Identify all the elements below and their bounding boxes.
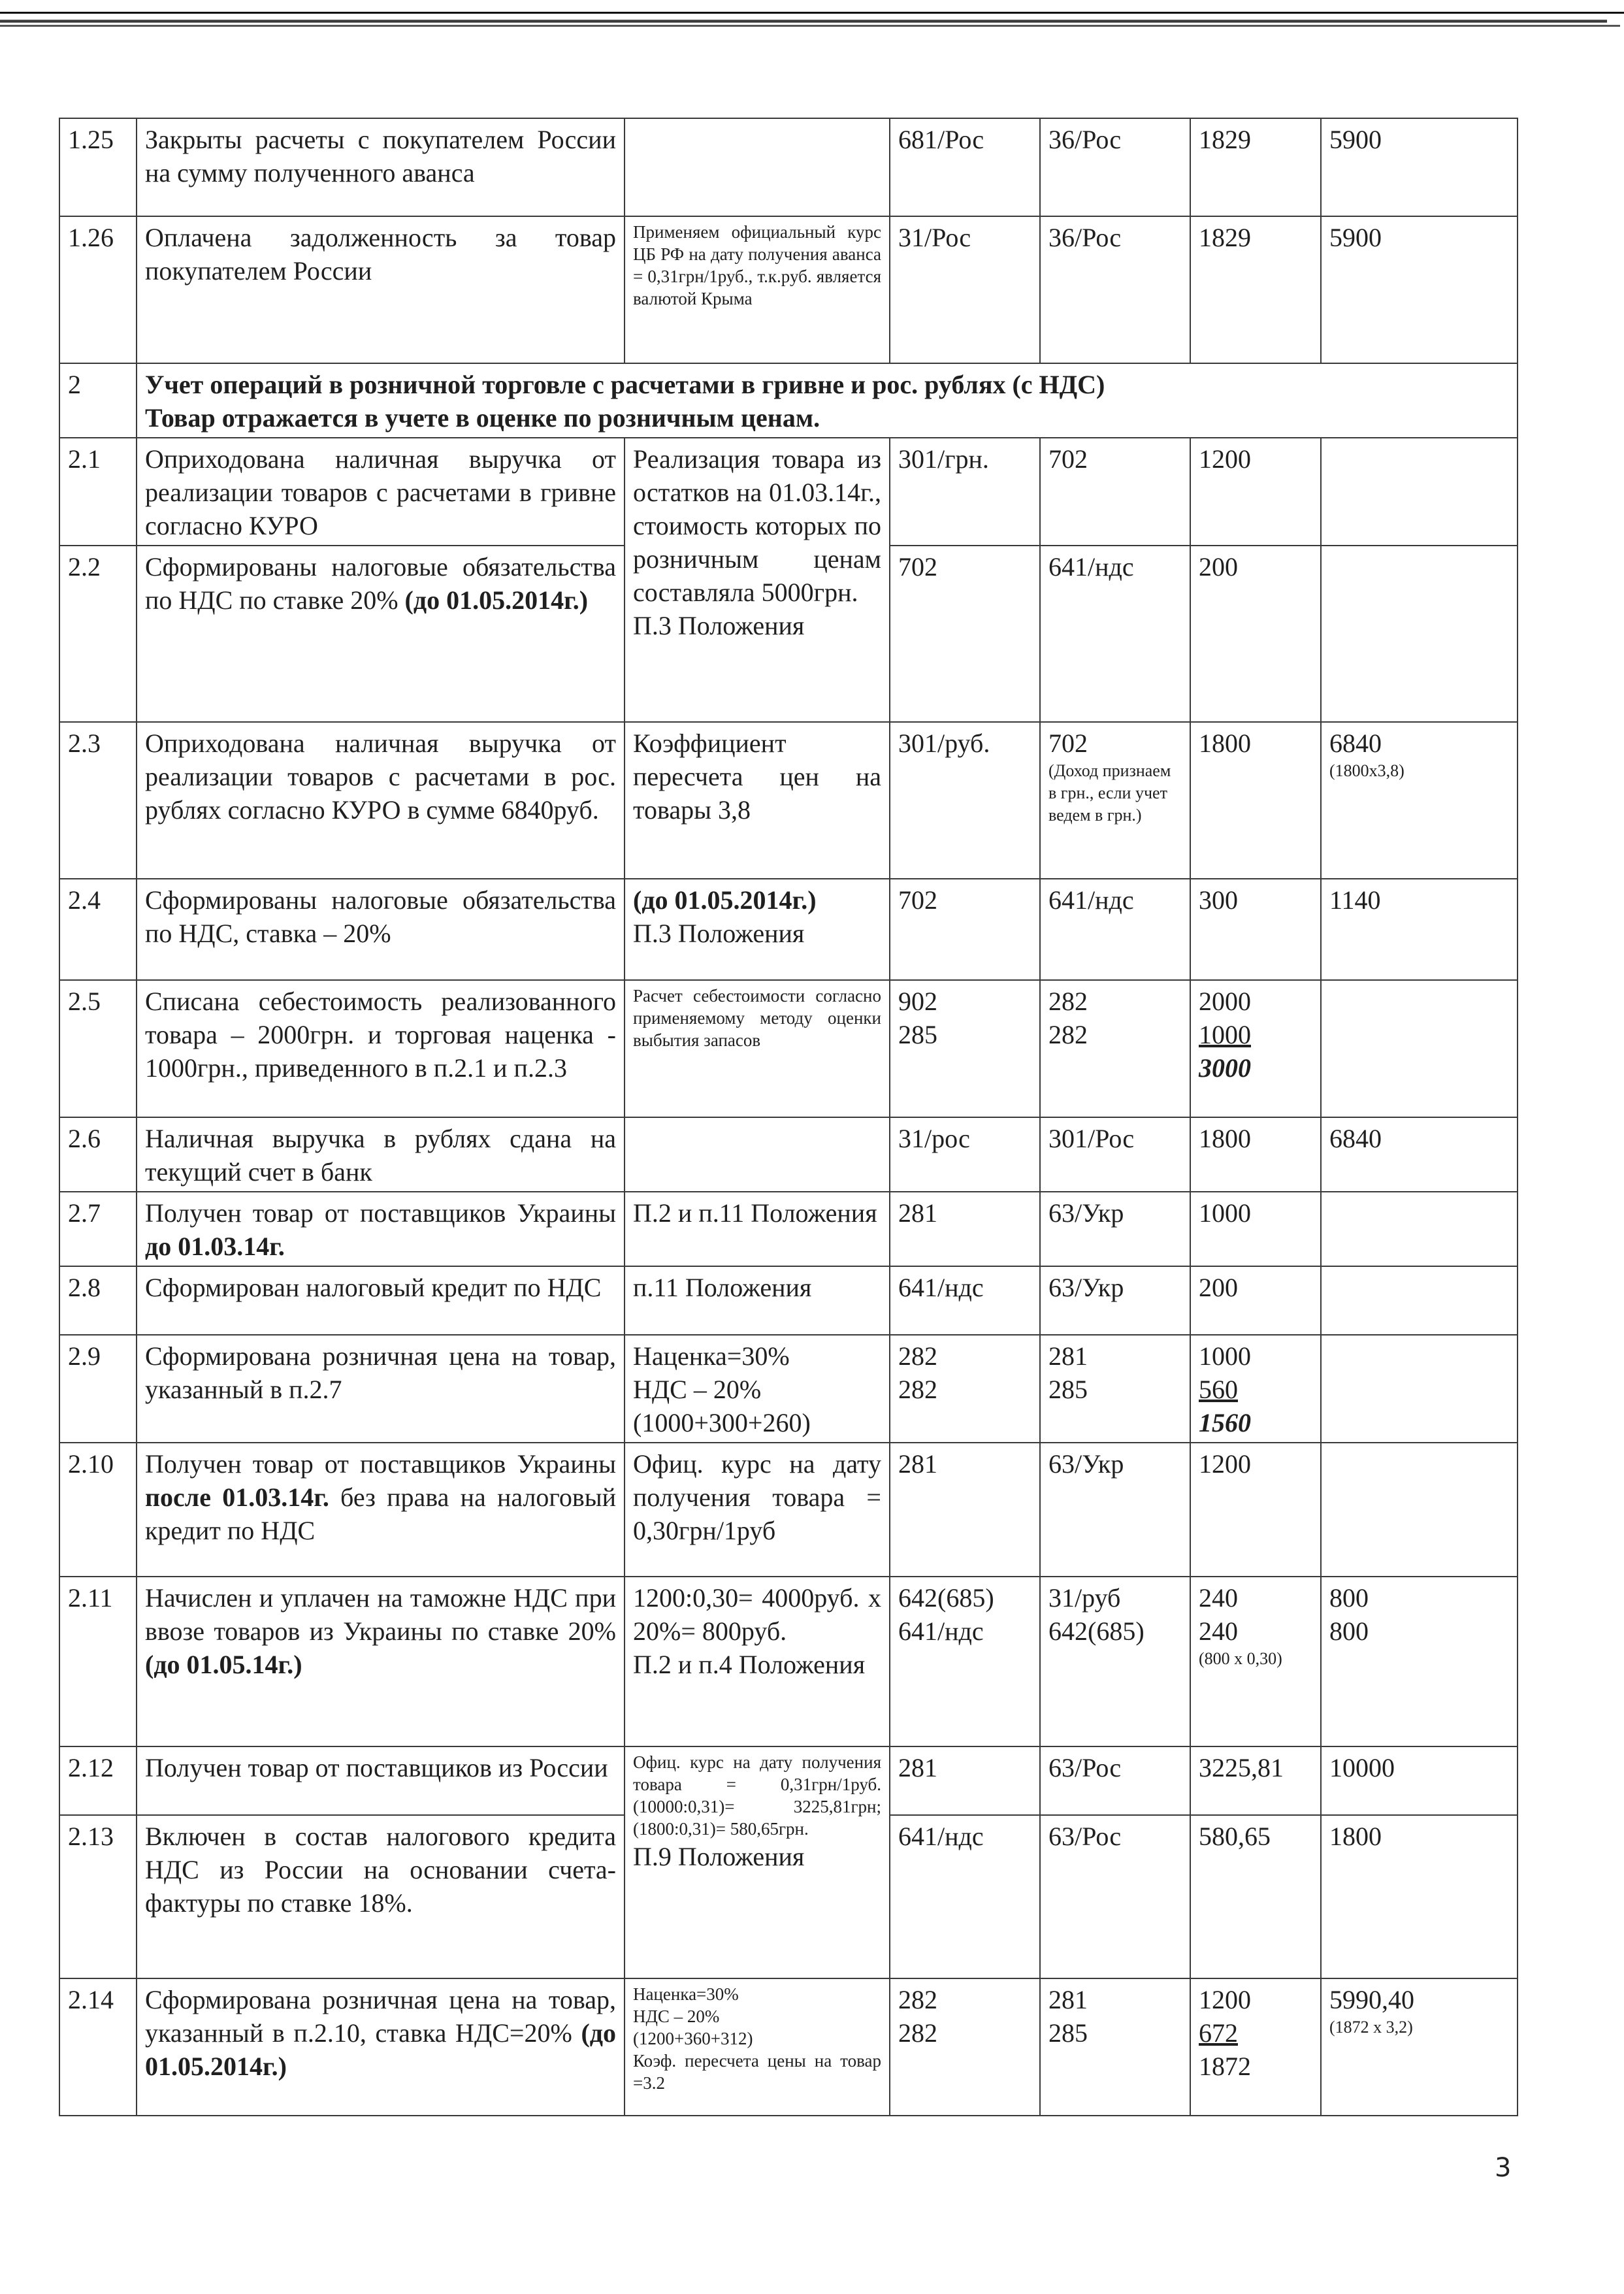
credit-account: 36/Рос xyxy=(1040,216,1190,363)
amount-total: 3000 xyxy=(1199,1053,1251,1083)
note-line: (1000+300+260) xyxy=(633,1408,811,1437)
scan-artifact-line xyxy=(0,12,1624,14)
debit-line: 282 xyxy=(898,1375,937,1404)
amount-grn: 1829 xyxy=(1190,118,1321,216)
debit-account: 641/ндс xyxy=(890,1266,1040,1335)
entry-number: 2.12 xyxy=(59,1746,137,1815)
entry-number: 2.5 xyxy=(59,980,137,1117)
scan-artifact-line xyxy=(0,25,1620,27)
credit-account xyxy=(1040,1978,1190,2116)
amount-grn: 300 xyxy=(1190,879,1321,980)
credit-account xyxy=(1040,722,1190,879)
accounting-entries-table xyxy=(59,118,1518,2116)
entry-description: Сформированы налоговые обязательства по НДС, ставка – 20% xyxy=(137,879,625,980)
description-date: до 01.03.14г. xyxy=(145,1232,285,1261)
amount-rub xyxy=(1321,1978,1518,2116)
amount-rub: 10000 xyxy=(1321,1746,1518,1815)
entry-note xyxy=(625,1746,890,1978)
amount-rub xyxy=(1321,438,1518,546)
scan-artifact-line xyxy=(0,20,1607,23)
amount-line: 240 xyxy=(1199,1583,1238,1613)
amount-note: (800 х 0,30) xyxy=(1199,1649,1282,1668)
document-page xyxy=(59,118,1517,2116)
table-row xyxy=(59,1266,1518,1335)
amount-rub xyxy=(1321,1335,1518,1443)
note-line: НДС – 20% xyxy=(633,1375,762,1404)
amount-rub: 1800 xyxy=(1321,1815,1518,1978)
amount-rub: 1140 xyxy=(1321,879,1518,980)
amount-grn: 1800 xyxy=(1190,722,1321,879)
amount-line: 2000 xyxy=(1199,987,1251,1016)
debit-account: 702 xyxy=(890,879,1040,980)
entry-note xyxy=(625,1335,890,1443)
amount-grn: 200 xyxy=(1190,1266,1321,1335)
note-text: 1200:0,30= 4000руб. х 20%= 800руб. xyxy=(633,1583,881,1646)
credit-account xyxy=(1040,1577,1190,1746)
debit-line: 282 xyxy=(898,2018,937,2048)
credit-account: 301/Рос xyxy=(1040,1117,1190,1192)
note-line: (1200+360+312) xyxy=(633,2029,753,2048)
entry-description xyxy=(137,1577,625,1746)
entry-description: Сформирована розничная цена на товар, указанный в п.2.7 xyxy=(137,1335,625,1443)
amount-line: 1200 xyxy=(1199,1985,1251,2014)
amount-grn: 1000 xyxy=(1190,1192,1321,1266)
credit-account xyxy=(1040,980,1190,1117)
entry-number: 2.8 xyxy=(59,1266,137,1335)
page-number: 3 xyxy=(1495,2153,1512,2183)
amount-rub-note: (1872 х 3,2) xyxy=(1329,2018,1413,2037)
entry-number: 2.9 xyxy=(59,1335,137,1443)
description-text: Начислен и уплачен на таможне НДС при ввозе товаров из Украины по ставке 20% xyxy=(145,1583,616,1646)
entry-description: Наличная выручка в рублях сдана на текущий счет в банк xyxy=(137,1117,625,1192)
debit-account: 301/руб. xyxy=(890,722,1040,879)
note-reference: П.3 Положения xyxy=(633,611,805,640)
entry-description: Списана себестоимость реализованного товара – 2000грн. и торговая наценка - 1000грн., приведенного в п.2.1 и п.2.3 xyxy=(137,980,625,1117)
credit-line: 285 xyxy=(1048,1375,1088,1404)
section-header-row xyxy=(59,363,1518,438)
credit-line: 282 xyxy=(1048,987,1088,1016)
table-row xyxy=(59,1978,1518,2116)
entry-number: 2.11 xyxy=(59,1577,137,1746)
debit-line: 282 xyxy=(898,1985,937,2014)
note-line: Наценка=30% xyxy=(633,1341,790,1371)
credit-line: 282 xyxy=(1048,1020,1088,1049)
credit-line: 281 xyxy=(1048,1341,1088,1371)
entry-number: 2.1 xyxy=(59,438,137,546)
note-text: Реализация товара из остатков на 01.03.14г., стоимость которых по розничным ценам составляла 5000грн. xyxy=(633,444,881,607)
amount-rub-note: (1800х3,8) xyxy=(1329,761,1405,780)
entry-note xyxy=(625,1577,890,1746)
amount-rub: 5900 xyxy=(1321,216,1518,363)
entry-note: п.11 Положения xyxy=(625,1266,890,1335)
debit-line: 285 xyxy=(898,1020,937,1049)
entry-note: Офиц. курс на дату получения товара = 0,30грн/1руб xyxy=(625,1443,890,1577)
description-text: Получен товар от поставщиков Украины xyxy=(145,1449,616,1479)
credit-account: 36/Рос xyxy=(1040,118,1190,216)
section-title-line-1: Учет операций в розничной торговле с расчетами в гривне и рос. рублях (с НДС) xyxy=(145,370,1105,399)
entry-note xyxy=(625,118,890,216)
section-title-line-2: Товар отражается в учете в оценке по розничным ценам. xyxy=(145,403,820,433)
amount-total: 1560 xyxy=(1199,1408,1251,1437)
description-text: без права на налоговый кредит по НДС xyxy=(145,1483,616,1545)
amount-rub xyxy=(1321,546,1518,722)
amount-grn: 3225,81 xyxy=(1190,1746,1321,1815)
debit-account: 641/ндс xyxy=(890,1815,1040,1978)
table-row xyxy=(59,1443,1518,1577)
credit-account: 702 xyxy=(1040,438,1190,546)
debit-account: 31/рос xyxy=(890,1117,1040,1192)
credit-account xyxy=(1040,1335,1190,1443)
amount-line: 800 xyxy=(1329,1583,1369,1613)
debit-account: 281 xyxy=(890,1746,1040,1815)
entry-description xyxy=(137,1192,625,1266)
note-text: Офиц. курс на дату получения товара = 0,31грн/1руб. (10000:0,31)= 3225,81грн; (1800:0,31)= 580,65грн. xyxy=(633,1752,881,1839)
table-row xyxy=(59,216,1518,363)
amount-line: 560 xyxy=(1199,1375,1238,1404)
amount-line: 800 xyxy=(1329,1616,1369,1646)
entry-description: Оприходована наличная выручка от реализации товаров с расчетами в гривне согласно КУРО xyxy=(137,438,625,546)
entry-note xyxy=(625,879,890,980)
debit-line: 641/ндс xyxy=(898,1616,984,1646)
entry-description xyxy=(137,546,625,722)
amount-grn: 1200 xyxy=(1190,1443,1321,1577)
credit-account: 63/Укр xyxy=(1040,1443,1190,1577)
amount-grn: 1200 xyxy=(1190,438,1321,546)
amount-grn: 1800 xyxy=(1190,1117,1321,1192)
note-line: Наценка=30% xyxy=(633,1984,739,2004)
debit-account xyxy=(890,980,1040,1117)
amount-rub xyxy=(1321,1192,1518,1266)
credit-account: 641/ндс xyxy=(1040,879,1190,980)
note-line: Коэф. пересчета цены на товар =3.2 xyxy=(633,2051,881,2093)
table-row xyxy=(59,1192,1518,1266)
amount-grn xyxy=(1190,980,1321,1117)
amount-line: 672 xyxy=(1199,2018,1238,2048)
entry-number: 2.14 xyxy=(59,1978,137,2116)
debit-account xyxy=(890,1577,1040,1746)
amount-rub xyxy=(1321,722,1518,879)
table-row xyxy=(59,980,1518,1117)
entry-number: 2.6 xyxy=(59,1117,137,1192)
amount-rub xyxy=(1321,1443,1518,1577)
description-text: Сформированы налоговые обязательства по НДС по ставке 20% xyxy=(145,552,616,615)
entry-number: 1.25 xyxy=(59,118,137,216)
description-date: (до 01.05.2014г.) xyxy=(404,585,589,615)
table-row xyxy=(59,879,1518,980)
credit-line: 281 xyxy=(1048,1985,1088,2014)
entry-note xyxy=(625,1978,890,2116)
credit-line: 642(685) xyxy=(1048,1616,1145,1646)
entry-note: Коэффициент пересчета цен на товары 3,8 xyxy=(625,722,890,879)
credit-line: 285 xyxy=(1048,2018,1088,2048)
amount-rub: 6840 xyxy=(1321,1117,1518,1192)
amount-total: 1872 xyxy=(1199,2052,1251,2081)
description-date: после 01.03.14г. xyxy=(145,1483,329,1512)
entry-note: Расчет себестоимости согласно применяемому методу оценки выбытия запасов xyxy=(625,980,890,1117)
description-date: (до 01.05.2014г.) xyxy=(145,2018,616,2081)
entry-description: Оприходована наличная выручка от реализации товаров с расчетами в рос. рублях согласно КУРО в сумме 6840руб. xyxy=(137,722,625,879)
credit-account: 641/ндс xyxy=(1040,546,1190,722)
entry-number: 2.3 xyxy=(59,722,137,879)
description-date: (до 01.05.14г.) xyxy=(145,1650,302,1679)
debit-line: 642(685) xyxy=(898,1583,994,1613)
note-reference: П.3 Положения xyxy=(633,919,805,948)
entry-number: 2.2 xyxy=(59,546,137,722)
entry-number: 1.26 xyxy=(59,216,137,363)
table-row xyxy=(59,438,1518,546)
amount-grn: 200 xyxy=(1190,546,1321,722)
entry-number: 2.4 xyxy=(59,879,137,980)
entry-description: Сформирован налоговый кредит по НДС xyxy=(137,1266,625,1335)
entry-number: 2.7 xyxy=(59,1192,137,1266)
credit-account-note: (Доход признаем в грн., если учет ведем в грн.) xyxy=(1048,761,1171,825)
note-line: НДС – 20% xyxy=(633,2007,720,2026)
note-reference: П.9 Положения xyxy=(633,1842,805,1871)
note-date: (до 01.05.2014г.) xyxy=(633,885,817,915)
table-row xyxy=(59,1335,1518,1443)
description-text: Сформирована розничная цена на товар, указанный в п.2.10, ставка НДС=20% xyxy=(145,1985,616,2048)
credit-account: 63/Рос xyxy=(1040,1815,1190,1978)
note-reference: П.2 и п.4 Положения xyxy=(633,1650,866,1679)
section-title xyxy=(137,363,1518,438)
entry-note: П.2 и п.11 Положения xyxy=(625,1192,890,1266)
credit-account-value: 702 xyxy=(1048,729,1088,758)
description-text: Получен товар от поставщиков Украины xyxy=(145,1198,616,1228)
amount-grn xyxy=(1190,1335,1321,1443)
credit-line: 31/руб xyxy=(1048,1583,1121,1613)
debit-account: 31/Рос xyxy=(890,216,1040,363)
table-row xyxy=(59,118,1518,216)
amount-rub-value: 6840 xyxy=(1329,729,1382,758)
table-row xyxy=(59,722,1518,879)
debit-line: 902 xyxy=(898,987,937,1016)
amount-line: 240 xyxy=(1199,1616,1238,1646)
amount-grn xyxy=(1190,1577,1321,1746)
entry-description: Оплачена задолженность за товар покупателем России xyxy=(137,216,625,363)
entry-description xyxy=(137,1978,625,2116)
amount-grn: 580,65 xyxy=(1190,1815,1321,1978)
amount-line: 1000 xyxy=(1199,1341,1251,1371)
debit-account xyxy=(890,1978,1040,2116)
entry-number: 2.13 xyxy=(59,1815,137,1978)
debit-account: 281 xyxy=(890,1443,1040,1577)
amount-rub xyxy=(1321,980,1518,1117)
credit-account: 63/Укр xyxy=(1040,1192,1190,1266)
credit-account: 63/Укр xyxy=(1040,1266,1190,1335)
amount-rub xyxy=(1321,1266,1518,1335)
credit-account: 63/Рос xyxy=(1040,1746,1190,1815)
table-row xyxy=(59,1746,1518,1815)
entry-description: Закрыты расчеты с покупателем России на сумму полученного аванса xyxy=(137,118,625,216)
amount-grn: 1829 xyxy=(1190,216,1321,363)
table-row xyxy=(59,1117,1518,1192)
amount-rub xyxy=(1321,1577,1518,1746)
debit-account: 681/Рос xyxy=(890,118,1040,216)
debit-account xyxy=(890,1335,1040,1443)
amount-grn xyxy=(1190,1978,1321,2116)
entry-description: Получен товар от поставщиков из России xyxy=(137,1746,625,1815)
amount-rub: 5900 xyxy=(1321,118,1518,216)
amount-rub-value: 5990,40 xyxy=(1329,1985,1414,2014)
debit-line: 282 xyxy=(898,1341,937,1371)
entry-note xyxy=(625,438,890,722)
entry-description xyxy=(137,1443,625,1577)
table-row xyxy=(59,1577,1518,1746)
debit-account: 301/грн. xyxy=(890,438,1040,546)
entry-number: 2.10 xyxy=(59,1443,137,1577)
entry-note: Применяем официальный курс ЦБ РФ на дату получения аванса = 0,31грн/1руб., т.к.руб. является валютой Крыма xyxy=(625,216,890,363)
debit-account: 702 xyxy=(890,546,1040,722)
debit-account: 281 xyxy=(890,1192,1040,1266)
entry-description: Включен в состав налогового кредита НДС из России на основании счета-фактуры по ставке 18%. xyxy=(137,1815,625,1978)
entry-note xyxy=(625,1117,890,1192)
section-number: 2 xyxy=(59,363,137,438)
amount-line: 1000 xyxy=(1199,1020,1251,1049)
